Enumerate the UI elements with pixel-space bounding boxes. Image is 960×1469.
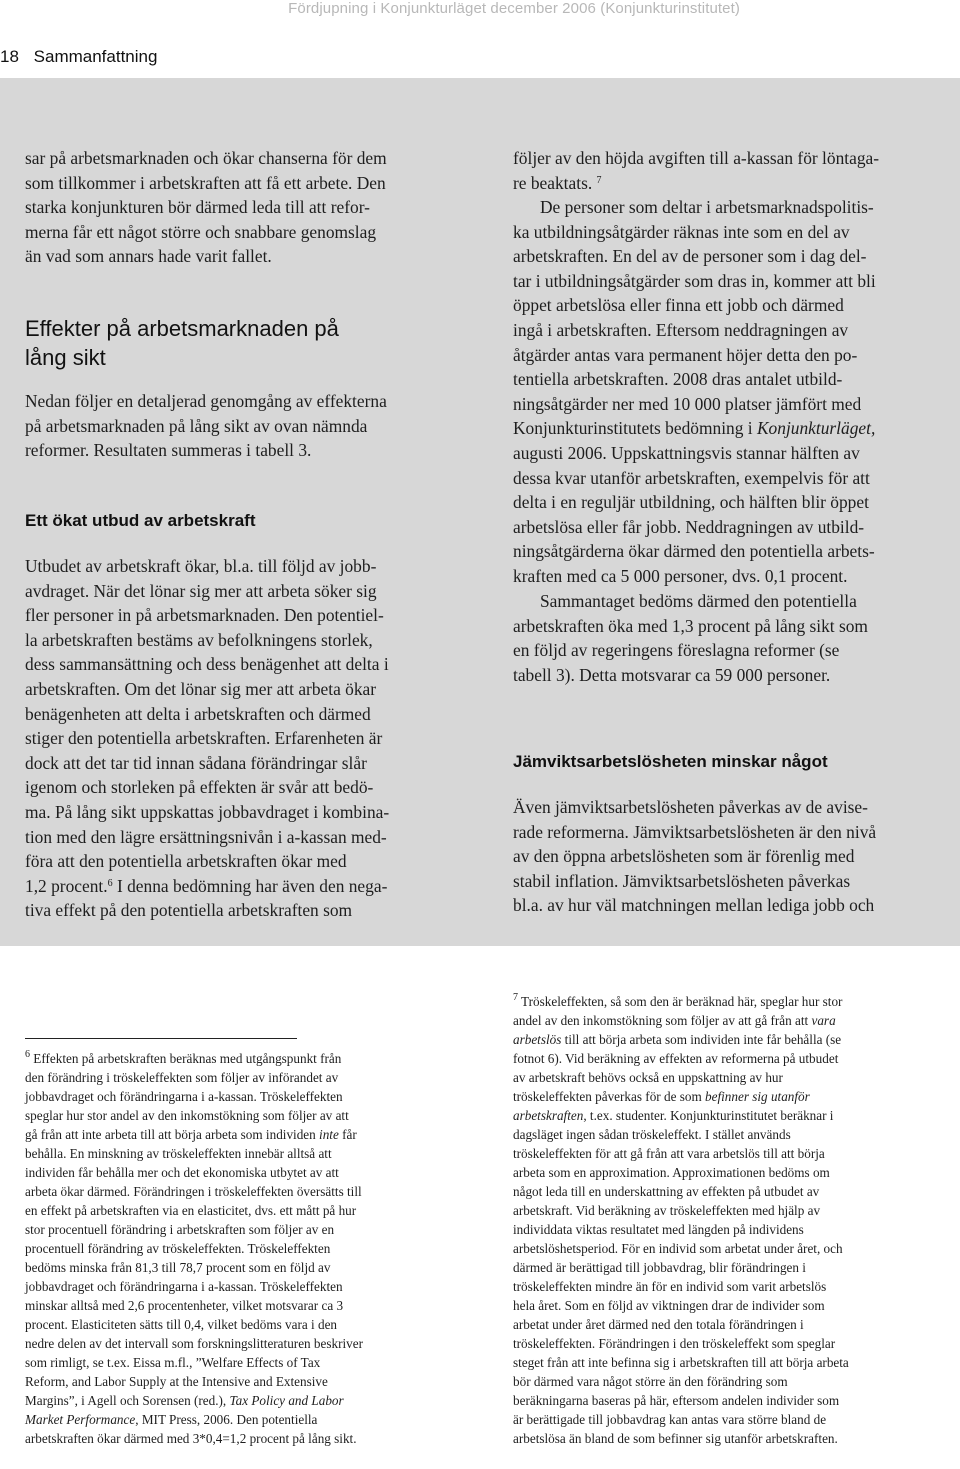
section-heading-long-term-effects <box>25 314 339 372</box>
text-line <box>513 416 876 441</box>
footnote-line: tröskeleffekten mindre än för en individ som varit arbetslös <box>513 1279 827 1294</box>
footnote-line: är berättigade till jobbavdrag kan antas vara större bland de <box>513 1412 827 1427</box>
footnote-divider <box>25 1038 297 1039</box>
footnote-line: därmed är berättigad till jobbavdrag, blir förändringen i <box>513 1260 806 1275</box>
text-line: ingå i arbetskraften. Eftersom neddragningen av <box>513 319 849 340</box>
text-line: la arbetskraften bestäms av befolkningens storlek, <box>25 629 373 650</box>
text-line: tabell 3). Detta motsvarar ca 59 000 personer. <box>513 664 831 685</box>
left-paragraph-1 <box>25 146 387 269</box>
text-line: av den öppna arbetslösheten som är förenlig med <box>513 846 855 867</box>
text-line: sar på arbetsmarknaden och ökar chanserna för dem <box>25 148 387 168</box>
footnote-line <box>513 1011 945 1030</box>
heading-line: lång sikt <box>25 345 106 370</box>
footnote-line: arbeta som en approximation. Approximationen bedöms om <box>513 1165 830 1180</box>
text-line: arbetskraften. En del av de personer som i dag del- <box>513 246 867 267</box>
text-line: tion med den lägre ersättningsnivån i a-kassan med- <box>25 826 387 847</box>
emphasis: vara <box>811 1013 836 1028</box>
emphasis: Market Performance <box>25 1412 136 1427</box>
footnote-line: minskar alltså med 2,6 procentenheter, vilket motsvarar ca 3 <box>25 1298 344 1313</box>
text-line: arbetslösa eller får jobb. Neddragningen av utbild- <box>513 516 865 537</box>
footnote-line: tröskeleffekten för att gå från att vara arbetslös till att börja <box>513 1146 825 1161</box>
text-line: en följd av regeringens föreslagna reformer (se <box>513 640 840 661</box>
text-line: ka utbildningsåtgärder räknas inte som en del av <box>513 221 850 242</box>
text-fragment: , MIT Press, 2006. Den potentiella <box>135 1412 318 1427</box>
heading-line: Effekter på arbetsmarknaden på <box>25 316 339 341</box>
footnote-line <box>25 1410 457 1429</box>
text-line: arbetskraften öka med 1,3 procent på lång sikt som <box>513 615 868 636</box>
emphasis: inte <box>319 1127 339 1142</box>
emphasis: Tax Policy and Labor <box>229 1393 344 1408</box>
text-line: ningsåtgärder ner med 10 000 platser jämfört med <box>513 393 862 414</box>
page-header <box>0 0 960 78</box>
left-paragraph-3 <box>25 554 389 923</box>
text-line: delta i en reguljär utbildning, och hälften blir öppet <box>513 492 869 513</box>
text-line: dessa kvar utanför arbetskraften, exempelvis för att <box>513 467 870 488</box>
footnote-mark-6: 6 <box>25 1049 30 1060</box>
footnote-ref-7[interactable]: 7 <box>596 174 602 186</box>
footnote-line: som rimligt, se t.ex. Eissa m.fl., ”Welfare Effects of Tax <box>25 1355 321 1370</box>
text-line: benägenheten att delta i arbetskraften och därmed <box>25 703 371 724</box>
emphasis: arbetslös <box>513 1032 562 1047</box>
text-line: följer av den höjda avgiften till a-kassan för löntaga- <box>513 148 880 168</box>
text-fragment: till att börja arbeta som individen inte får behålla (se <box>561 1032 842 1047</box>
footnote-line: bedöms minska från 81,3 till 78,7 procent som en följd av <box>25 1260 331 1275</box>
footnote-line: Reform, and Labor Supply at the Intensive and Extensive <box>25 1374 328 1389</box>
footnote-line: bör därmed vara något större än den förändring som <box>513 1374 788 1389</box>
text-line: ma. På lång sikt uppskattas jobbavdraget i kombina- <box>25 801 390 822</box>
footnote-7 <box>513 992 945 1448</box>
text-fragment: re beaktats. <box>513 172 593 193</box>
text-line: tar i utbildningsåtgärder som dras in, kommer att bli <box>513 270 876 291</box>
right-paragraph-1 <box>513 146 879 195</box>
publication-title: Konjunkturläget, <box>756 418 876 439</box>
text-line: föra att den potentiella arbetskraften ökar med <box>25 851 347 872</box>
footnote-line: arbetskraften ökar därmed med 3*0,4=1,2 procent på lång sikt. <box>25 1431 357 1446</box>
footnote-line: en effekt på arbetskraften via en elasticitet, dvs. ett mått på hur <box>25 1203 357 1218</box>
footnote-line: stor procentuell förändring i arbetskraften som följer av en <box>25 1222 335 1237</box>
text-line <box>513 171 879 196</box>
footnote-line: behålla. En minskning av tröskeleffekten innebär alltså att <box>25 1146 332 1161</box>
footnote-line <box>25 1391 457 1410</box>
footnote-line: arbetat under året därmed ned den totala förändringen i <box>513 1317 804 1332</box>
text-line: De personer som deltar i arbetsmarknadspolitis- <box>540 197 874 217</box>
footnote-line: procent. Elasticiteten sätts till 0,4, vilket bedöms vara i den <box>25 1317 338 1332</box>
text-line: tentiella arbetskraften. 2008 dras antalet utbild- <box>513 369 843 390</box>
text-fragment: gå från att inte arbeta till att börja arbeta som individen <box>25 1127 320 1142</box>
right-paragraph-3 <box>513 589 868 687</box>
text-line: augusti 2006. Uppskattningsvis stannar hälften av <box>513 442 860 463</box>
footnote-line: jobbavdraget och förändringarna i a-kassan. Tröskeleffekten <box>25 1279 343 1294</box>
text-line: Även jämviktsarbetslösheten påverkas av de avise- <box>513 797 868 817</box>
footnote-line: individen får behålla mer och det ekonomiska utbytet av att <box>25 1165 339 1180</box>
footnote-line <box>513 992 945 1011</box>
text-line: stabil inflation. Jämviktsarbetslösheten påverkas <box>513 870 851 891</box>
footnote-6 <box>25 1049 457 1448</box>
section-title: Sammanfattning <box>33 47 158 66</box>
text-fragment: I denna bedömning har även den nega- <box>112 875 388 896</box>
right-paragraph-2 <box>513 195 876 589</box>
text-line: som tillkommer i arbetskraften att få ett arbete. Den <box>25 172 386 193</box>
footnote-mark-7: 7 <box>513 992 518 1003</box>
footnote-line: nedre delen av det intervall som forskningslitteraturen beskriver <box>25 1336 364 1351</box>
footnote-line: dagsläget ingen sådan tröskeleffekt. I stället används <box>513 1127 791 1142</box>
text-line: reformer. Resultaten summeras i tabell 3. <box>25 440 312 461</box>
text-fragment: 1,2 procent. <box>25 875 108 896</box>
text-line: Utbudet av arbetskraft ökar, bl.a. till följd av jobb- <box>25 556 377 576</box>
text-fragment: , t.ex. studenter. Konjunkturinstitutet beräknar i <box>583 1108 834 1123</box>
footnote-line: arbetslöshetsperiod. För en individ som arbetat under året, och <box>513 1241 843 1256</box>
footnote-line: speglar hur stor andel av den inkomstökning som följer av att <box>25 1108 349 1123</box>
page-label <box>0 47 157 67</box>
text-fragment: tröskeleffekten påverkas för de som <box>513 1089 706 1104</box>
text-line: dock att det tar tid innan sådana förändringar slår <box>25 752 367 773</box>
footnote-line: procentuell förändring av tröskeleffekten. Tröskeleffekten <box>25 1241 331 1256</box>
footnote-line <box>513 1106 945 1125</box>
text-line: kraften med ca 5 000 personer, dvs. 0,1 procent. <box>513 565 848 586</box>
left-paragraph-2 <box>25 389 387 463</box>
text-line: än vad som annars hade varit fallet. <box>25 246 272 267</box>
text-line: på arbetsmarknaden på lång sikt av ovan nämnda <box>25 415 368 436</box>
footnote-ref-6[interactable]: 6 <box>107 877 113 889</box>
text-line: rade reformerna. Jämviktsarbetslösheten är den nivå <box>513 821 877 842</box>
footnote-line <box>25 1049 457 1068</box>
footnote-line: den förändring i tröskeleffekten som följer av införandet av <box>25 1070 339 1085</box>
page-number: 18 <box>0 47 19 66</box>
footnote-line: hela året. Som en följd av viktningen drar de individer som <box>513 1298 825 1313</box>
emphasis: arbetskraften <box>513 1108 584 1123</box>
subheading-equilibrium-unemployment: Jämviktsarbetslösheten minskar något <box>513 752 828 771</box>
text-fragment: får <box>338 1127 357 1142</box>
text-line: öppet arbetslösa eller finna ett jobb och därmed <box>513 295 844 316</box>
emphasis: befinner sig utanför <box>705 1089 810 1104</box>
text-line: Sammantaget bedöms därmed den potentiella <box>540 591 857 611</box>
footnote-line: individdata viktas resultatet med längden på individens <box>513 1222 804 1237</box>
right-paragraph-4 <box>513 795 876 918</box>
text-line: dess sammansättning och dess benägenhet att delta i <box>25 654 389 675</box>
text-line: fler personer in på arbetsmarknaden. Den potentiel- <box>25 605 384 626</box>
text-line: åtgärder antas vara permanent höjer detta den po- <box>513 344 858 365</box>
footnote-line: tröskeleffekten. Förändringen i den tröskeleffekt som speglar <box>513 1336 836 1351</box>
text-fragment: Tröskeleffekten, så som den är beräknad här, speglar hur stor <box>518 994 843 1009</box>
footnote-line: av arbetskraft behövs också en uppskattning av hur <box>513 1070 783 1085</box>
text-line: starka konjunkturen bör därmed leda till att refor- <box>25 197 370 218</box>
footnote-line: arbetskraft. Vid beräkning av tröskeleffekten med hjälp av <box>513 1203 821 1218</box>
text-line: igenom och storleken på effekten är svår att bedö- <box>25 777 374 798</box>
footnote-line: jobbavdraget och förändringarna i a-kassan. Tröskeleffekten <box>25 1089 343 1104</box>
text-line: merna får ett något större och snabbare genomslag <box>25 221 377 242</box>
footnote-line: beräkningarna baseras på här, eftersom andelen individer som <box>513 1393 840 1408</box>
footnote-line: något leda till en underskattning av effekten på utbudet av <box>513 1184 820 1199</box>
footnote-line: arbeta ökar därmed. Förändringen i tröskeleffekten översätts till <box>25 1184 362 1199</box>
footnote-line <box>25 1125 457 1144</box>
text-fragment: Konjunkturinstitutets bedömning i <box>513 418 757 439</box>
text-line: Nedan följer en detaljerad genomgång av effekterna <box>25 391 387 411</box>
footnote-line <box>513 1030 945 1049</box>
footnote-line: fotnot 6). Vid beräkning av effekten av reformerna på utbudet <box>513 1051 839 1066</box>
text-line: stiger den potentiella arbetskraften. Erfarenheten är <box>25 728 383 749</box>
footnote-line: arbetslösa än bland de som befinner sig utanför arbetskraften. <box>513 1431 838 1446</box>
text-line: bl.a. av hur väl matchningen mellan lediga jobb och <box>513 895 875 916</box>
subheading-labor-supply: Ett ökat utbud av arbetskraft <box>25 511 256 530</box>
text-line: avdraget. När det lönar sig mer att arbeta söker sig <box>25 580 377 601</box>
text-fragment: Margins”, i Agell och Sorensen (red.), <box>25 1393 230 1408</box>
text-line: ningsåtgärderna ökar därmed den potentiella arbets- <box>513 541 875 562</box>
text-line <box>25 874 389 899</box>
footnote-line <box>513 1087 945 1106</box>
text-fragment: andel av den inkomstökning som följer av att gå från att <box>513 1013 812 1028</box>
footnote-line: steget från att inte befinna sig i arbetskraften till att börja arbeta <box>513 1355 849 1370</box>
running-title: Fördjupning i Konjunkturläget december 2006 (Konjunkturinstitutet) <box>288 0 740 17</box>
text-line: arbetskraften. Om det lönar sig mer att arbeta ökar <box>25 678 377 699</box>
text-fragment: Effekten på arbetskraften beräknas med utgångspunkt från <box>30 1051 342 1066</box>
text-line: tiva effekt på den potentiella arbetskraften som <box>25 900 353 921</box>
